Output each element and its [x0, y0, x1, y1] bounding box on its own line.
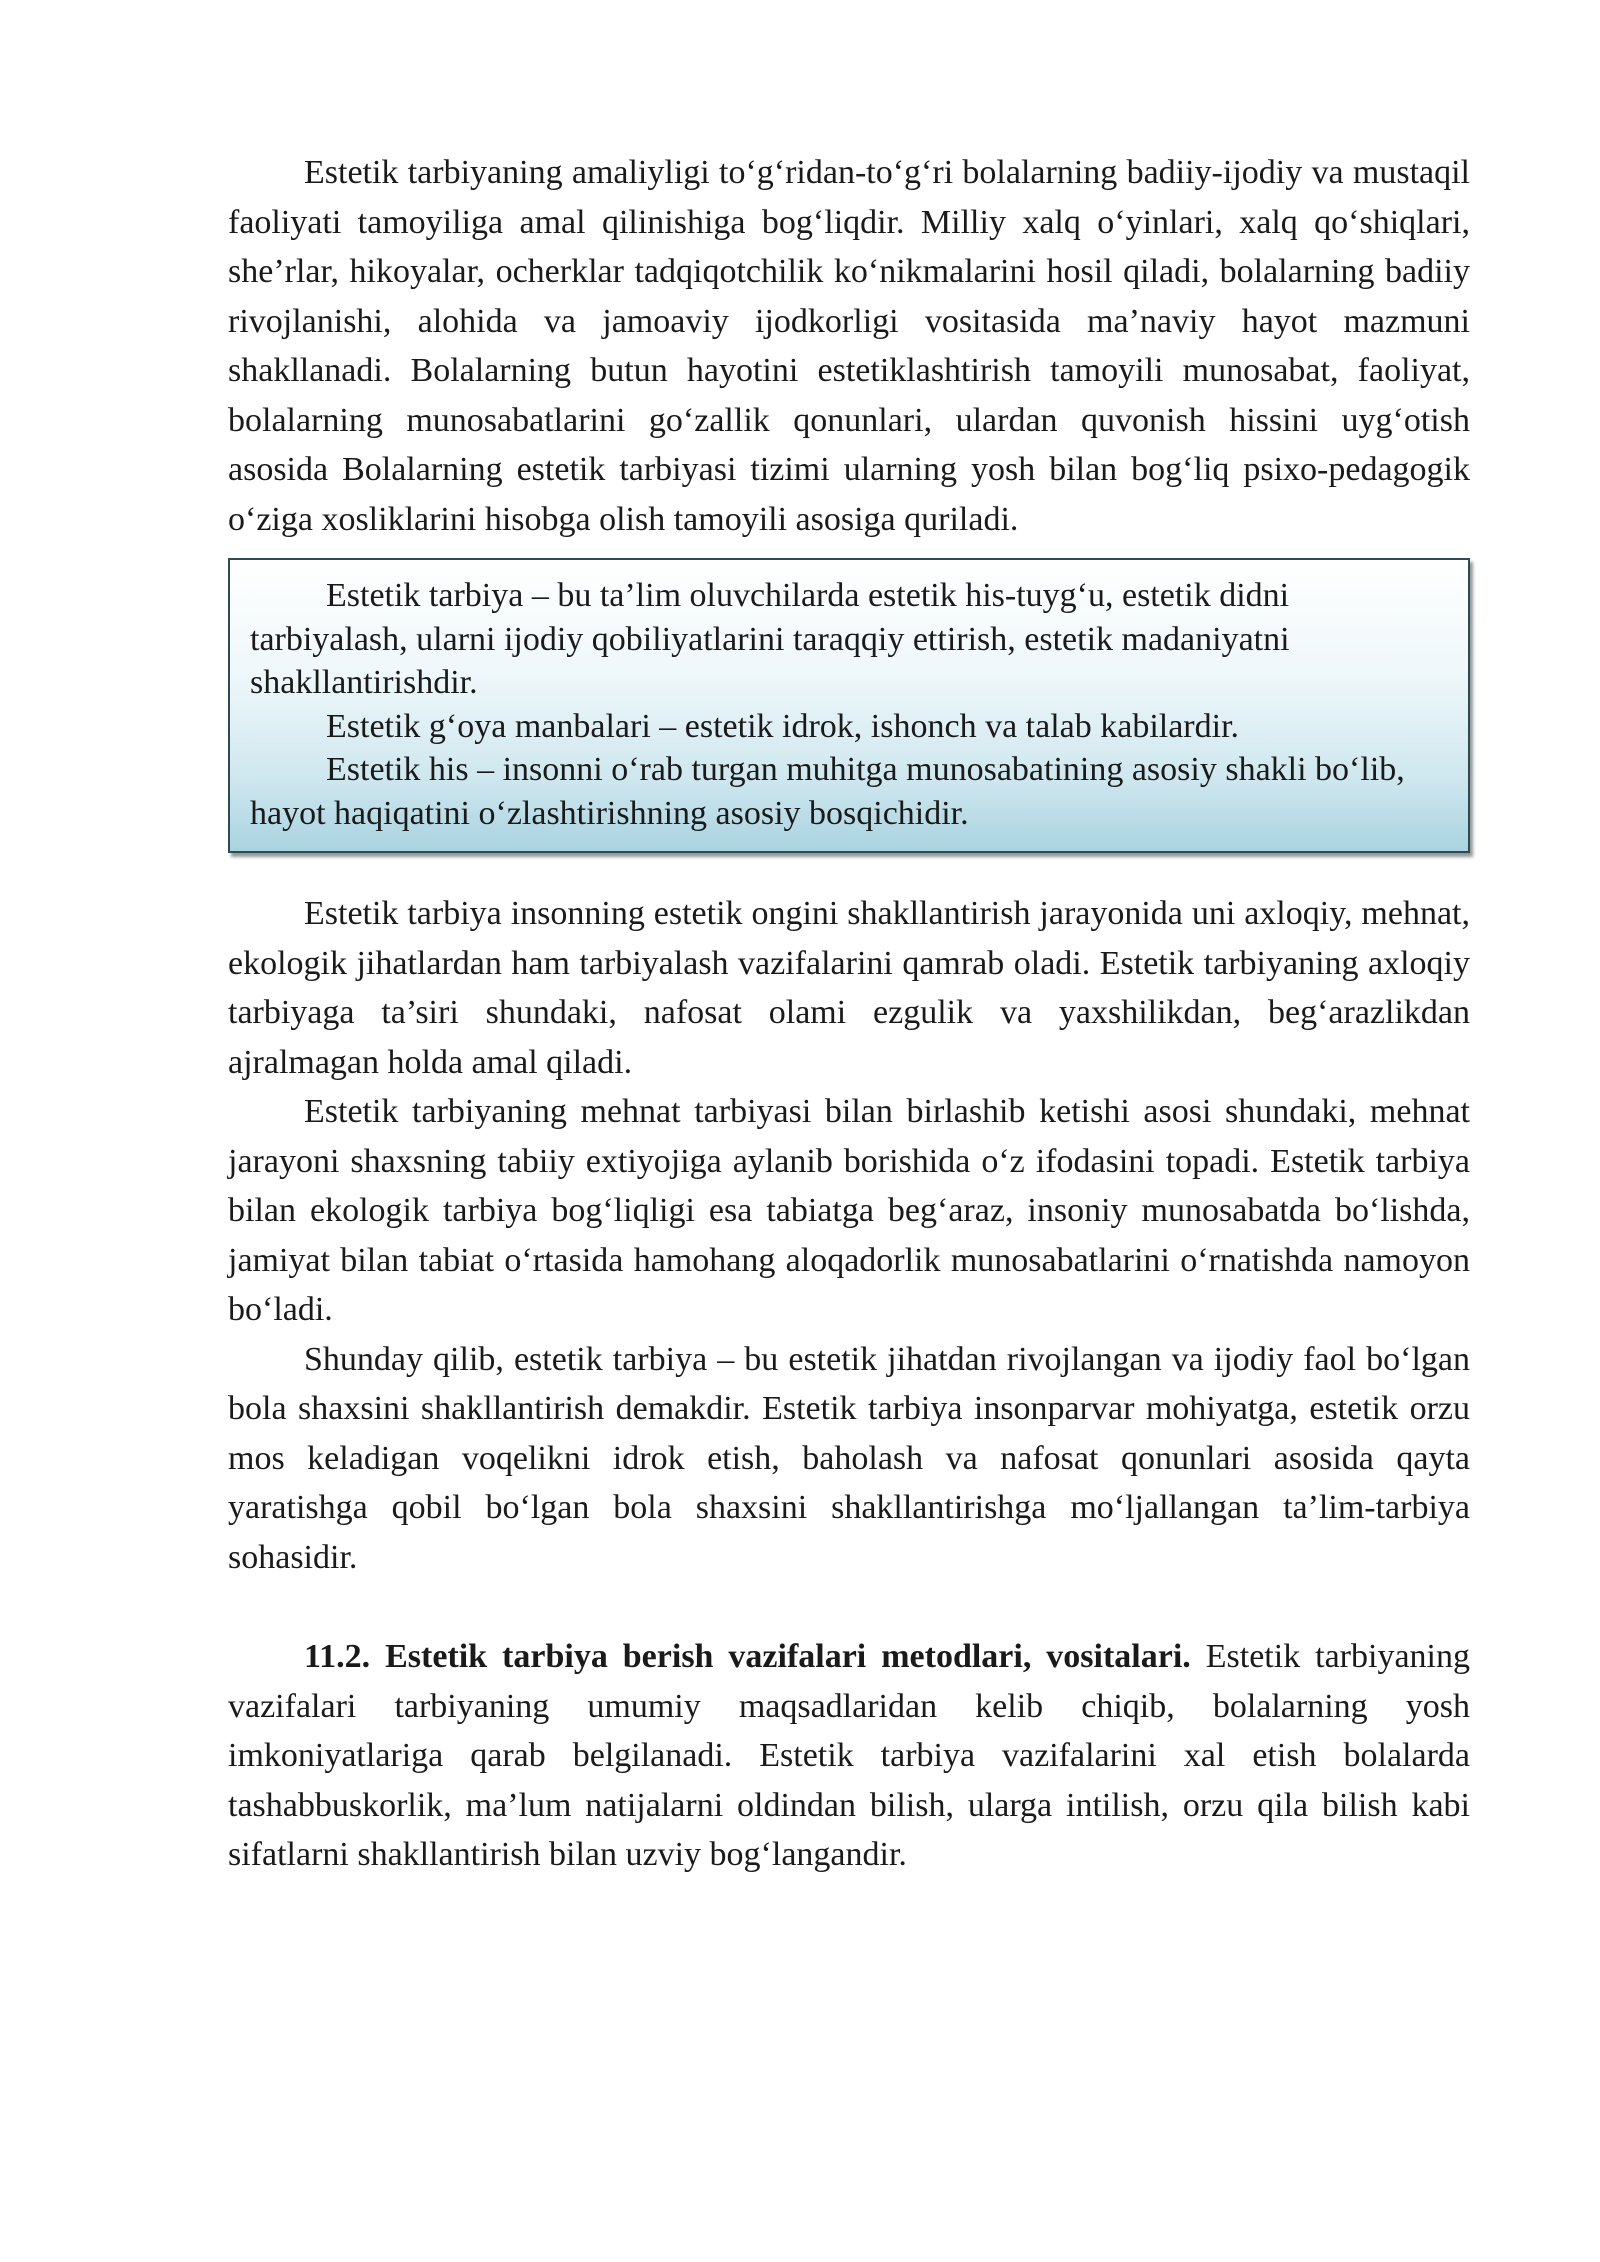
callout-definition-aesthetic-feeling: Estetik his – insonni o‘rab turgan muhitga munosabatining asosiy shakli bo‘lib, hayot haqiqatini o‘zlashtirishning asosiy bosqichidir. [250, 751, 1405, 832]
section-text: Estetik tarbiyaning vazifalari tarbiyaning umumiy maqsadlaridan kelib chiqib, bolalarning yosh imkoniyatlariga qarab belgilanadi. Estetik tarbiya vazifalarini xal etish bolalarda tashabbuskorlik, ma’lum natijalarni oldindan bilish, ularga intilish, orzu qila bilish kabi sifatlarni shakllantirish bilan uzviy bog‘langandir. [228, 1638, 1470, 1873]
section-heading: 11.2. Estetik tarbiya berish vazifalari metodlari, vositalari. [304, 1638, 1191, 1675]
callout-definition-aesthetic-idea-sources: Estetik g‘oya manbalari – estetik idrok, ishonch va talab kabilardir. [326, 707, 1240, 745]
paragraph-intro: Estetik tarbiyaning amaliyligi to‘g‘ridan-to‘g‘ri bolalarning badiiy-ijodiy va mustaqil faoliyati tamoyiliga amal qilinishiga bog‘liqdir. Milliy xalq o‘yinlari, xalq qo‘shiqlari, she’rlar, hikoyalar, ocherklar tadqiqotchilik ko‘nikmalarini hosil qiladi, bolalarning badiiy rivojlanishi, alohida va jamoaviy ijodkorligi vositasida ma’naviy hayot mazmuni shakllanadi. Bolalarning butun hayotini estetiklashtirish tamoyili munosabat, faoliyat, bolalarning munosabatlarini go‘zallik qonunlari, ulardan quvonish hissini uyg‘otish asosida Bolalarning estetik tarbiyasi tizimi ularning yosh bilan bog‘liq psixo-pedagogik o‘ziga xosliklarini hisobga olish tamoyili asosiga quriladi. [228, 154, 1470, 538]
section-paragraph [228, 1632, 1470, 1880]
paragraph-labor-ecology: Estetik tarbiyaning mehnat tarbiyasi bilan birlashib ketishi asosi shundaki, mehnat jarayoni shaxsning tabiiy extiyojiga aylanib borishida o‘z ifodasini topadi. Estetik tarbiya bilan ekologik tarbiya bog‘liqligi esa tabiatga beg‘araz, insoniy munosabatda bo‘lishda, jamiyat bilan tabiat o‘rtasida hamohang aloqadorlik munosabatlarini o‘rnatishda namoyon bo‘ladi. [228, 1093, 1470, 1328]
definition-callout-box [228, 558, 1470, 853]
paragraph-moral-education: Estetik tarbiya insonning estetik ongini shakllantirish jarayonida uni axloqiy, mehnat, ekologik jihatlardan ham tarbiyalash vazifalarini qamrab oladi. Estetik tarbiyaning axloqiy tarbiyaga ta’siri shundaki, nafosat olami ezgulik va yaxshilikdan, beg‘arazlikdan ajralmagan holda amal qiladi. [228, 895, 1470, 1081]
paragraph-conclusion: Shunday qilib, estetik tarbiya – bu estetik jihatdan rivojlangan va ijodiy faol bo‘lgan bola shaxsini shakllantirish demakdir. Estetik tarbiya insonparvar mohiyatga, estetik orzu mos keladigan voqelikni idrok etish, baholash va nafosat qonunlari asosida qayta yaratishga qobil bo‘lgan bola shaxsini shakllantirishga mo‘ljallangan ta’lim-tarbiya sohasidir. [228, 1340, 1470, 1576]
document-page [228, 148, 1470, 1880]
callout-definition-aesthetic-education: Estetik tarbiya – bu ta’lim oluvchilarda estetik his-tuyg‘u, estetik didni tarbiyalash, ularni ijodiy qobiliyatlarini taraqqiy ettirish, estetik madaniyatni shakllantirishdir. [250, 577, 1290, 701]
